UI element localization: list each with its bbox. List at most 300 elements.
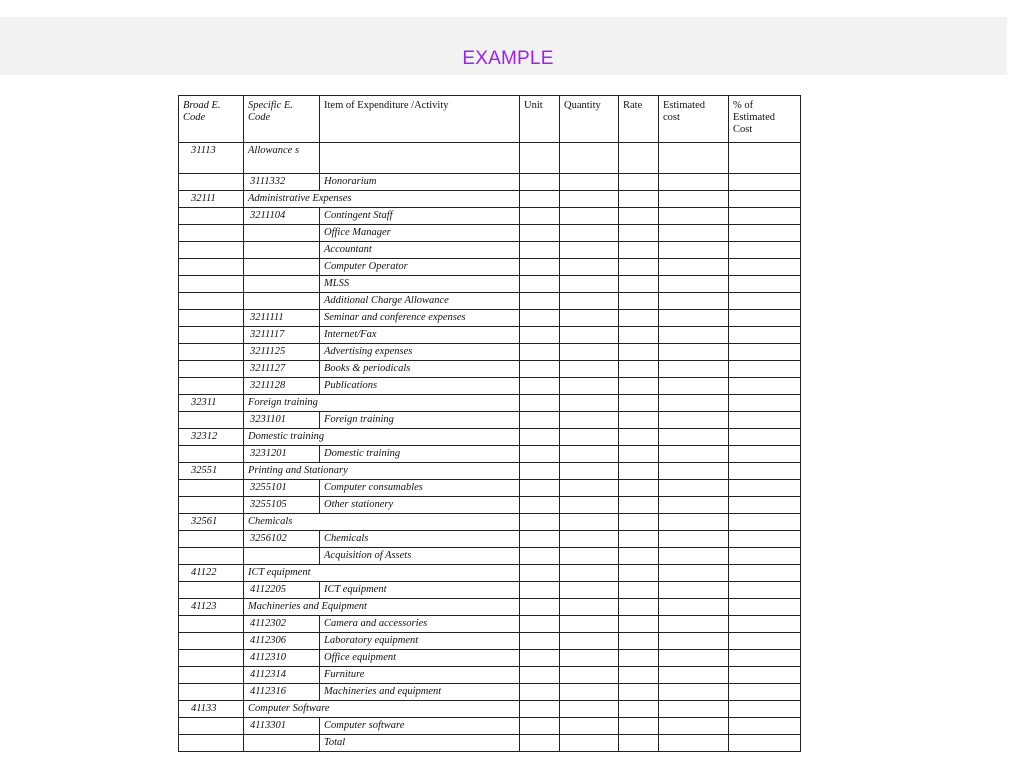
- cell-unit: [520, 480, 560, 497]
- cell-broad-code: [179, 276, 244, 293]
- cell-percent: [729, 174, 801, 191]
- cell-quantity: [560, 599, 619, 616]
- table-row: [179, 582, 801, 599]
- cell-estimated-cost: [659, 599, 729, 616]
- cell-item: Other stationery: [320, 497, 520, 514]
- cell-specific-code: Allowance s: [244, 143, 320, 174]
- cell-unit: [520, 565, 560, 582]
- cell-estimated-cost: [659, 582, 729, 599]
- cell-quantity: [560, 174, 619, 191]
- table-row: [179, 701, 801, 718]
- table-row: [179, 514, 801, 531]
- cell-specific-code: 3211127: [244, 361, 320, 378]
- cell-broad-code: [179, 446, 244, 463]
- cell-percent: [729, 446, 801, 463]
- cell-rate: [619, 531, 659, 548]
- cell-quantity: [560, 667, 619, 684]
- cell-broad-code: [179, 548, 244, 565]
- cell-estimated-cost: [659, 667, 729, 684]
- table-body: [179, 143, 801, 752]
- cell-rate: [619, 463, 659, 480]
- cell-specific-code: 3256102: [244, 531, 320, 548]
- cell-rate: [619, 259, 659, 276]
- cell-estimated-cost: [659, 293, 729, 310]
- cell-estimated-cost: [659, 395, 729, 412]
- cell-specific-code: Machineries and Equipment: [244, 599, 520, 616]
- cell-specific-code: [244, 242, 320, 259]
- cell-unit: [520, 446, 560, 463]
- cell-percent: [729, 310, 801, 327]
- cell-quantity: [560, 718, 619, 735]
- cell-percent: [729, 463, 801, 480]
- cell-specific-code: 3231201: [244, 446, 320, 463]
- cell-specific-code: [244, 293, 320, 310]
- table-row: [179, 361, 801, 378]
- cell-specific-code: 4112306: [244, 633, 320, 650]
- cell-specific-code: 3255105: [244, 497, 320, 514]
- cell-estimated-cost: [659, 497, 729, 514]
- cell-quantity: [560, 225, 619, 242]
- cell-rate: [619, 174, 659, 191]
- expenditure-sheet: [178, 95, 801, 752]
- cell-percent: [729, 276, 801, 293]
- cell-estimated-cost: [659, 684, 729, 701]
- header-percent: % of Estimated Cost: [729, 96, 801, 143]
- cell-unit: [520, 225, 560, 242]
- cell-quantity: [560, 276, 619, 293]
- cell-percent: [729, 548, 801, 565]
- table-row: [179, 143, 801, 174]
- cell-item: Contingent Staff: [320, 208, 520, 225]
- cell-estimated-cost: [659, 633, 729, 650]
- cell-broad-code: [179, 327, 244, 344]
- cell-item: Computer Operator: [320, 259, 520, 276]
- cell-item: Additional Charge Allowance: [320, 293, 520, 310]
- table-row: [179, 378, 801, 395]
- cell-rate: [619, 616, 659, 633]
- cell-quantity: [560, 463, 619, 480]
- cell-broad-code: [179, 208, 244, 225]
- cell-percent: [729, 667, 801, 684]
- cell-quantity: [560, 565, 619, 582]
- cell-rate: [619, 718, 659, 735]
- cell-estimated-cost: [659, 174, 729, 191]
- cell-rate: [619, 225, 659, 242]
- cell-specific-code: 4112205: [244, 582, 320, 599]
- cell-estimated-cost: [659, 327, 729, 344]
- table-row: [179, 225, 801, 242]
- cell-rate: [619, 242, 659, 259]
- cell-specific-code: 4112314: [244, 667, 320, 684]
- cell-item: Advertising expenses: [320, 344, 520, 361]
- cell-quantity: [560, 191, 619, 208]
- table-row: [179, 344, 801, 361]
- cell-specific-code: 4112316: [244, 684, 320, 701]
- cell-broad-code: [179, 480, 244, 497]
- cell-quantity: [560, 616, 619, 633]
- cell-unit: [520, 616, 560, 633]
- table-row: [179, 412, 801, 429]
- cell-quantity: [560, 582, 619, 599]
- cell-quantity: [560, 701, 619, 718]
- cell-percent: [729, 191, 801, 208]
- cell-item: Machineries and equipment: [320, 684, 520, 701]
- cell-item: Camera and accessories: [320, 616, 520, 633]
- cell-estimated-cost: [659, 650, 729, 667]
- table-row: [179, 395, 801, 412]
- cell-unit: [520, 208, 560, 225]
- cell-rate: [619, 633, 659, 650]
- cell-specific-code: Foreign training: [244, 395, 520, 412]
- cell-rate: [619, 565, 659, 582]
- cell-quantity: [560, 412, 619, 429]
- cell-percent: [729, 225, 801, 242]
- cell-item: ICT equipment: [320, 582, 520, 599]
- cell-broad-code: 41133: [179, 701, 244, 718]
- cell-estimated-cost: [659, 463, 729, 480]
- cell-specific-code: Computer Software: [244, 701, 520, 718]
- cell-item: Office equipment: [320, 650, 520, 667]
- cell-broad-code: [179, 684, 244, 701]
- header-item: Item of Expenditure /Activity: [320, 96, 520, 143]
- cell-item: Domestic training: [320, 446, 520, 463]
- cell-broad-code: [179, 344, 244, 361]
- cell-item: Seminar and conference expenses: [320, 310, 520, 327]
- table-row: [179, 497, 801, 514]
- cell-quantity: [560, 514, 619, 531]
- cell-estimated-cost: [659, 531, 729, 548]
- table-row: [179, 174, 801, 191]
- cell-unit: [520, 633, 560, 650]
- cell-specific-code: 3211104: [244, 208, 320, 225]
- cell-rate: [619, 361, 659, 378]
- table-row: [179, 208, 801, 225]
- cell-item: Accountant: [320, 242, 520, 259]
- table-row: [179, 463, 801, 480]
- cell-unit: [520, 667, 560, 684]
- cell-item: Office Manager: [320, 225, 520, 242]
- cell-unit: [520, 684, 560, 701]
- cell-broad-code: [179, 582, 244, 599]
- cell-percent: [729, 514, 801, 531]
- cell-specific-code: 3255101: [244, 480, 320, 497]
- cell-quantity: [560, 310, 619, 327]
- cell-estimated-cost: [659, 208, 729, 225]
- cell-unit: [520, 395, 560, 412]
- cell-percent: [729, 531, 801, 548]
- table-row: [179, 565, 801, 582]
- cell-quantity: [560, 143, 619, 174]
- cell-broad-code: [179, 718, 244, 735]
- cell-broad-code: [179, 225, 244, 242]
- cell-estimated-cost: [659, 616, 729, 633]
- cell-percent: [729, 412, 801, 429]
- cell-unit: [520, 412, 560, 429]
- cell-item: Internet/Fax: [320, 327, 520, 344]
- cell-rate: [619, 497, 659, 514]
- cell-specific-code: 4112302: [244, 616, 320, 633]
- cell-rate: [619, 293, 659, 310]
- cell-rate: [619, 344, 659, 361]
- cell-percent: [729, 327, 801, 344]
- cell-unit: [520, 259, 560, 276]
- cell-unit: [520, 497, 560, 514]
- cell-percent: [729, 259, 801, 276]
- cell-item: Chemicals: [320, 531, 520, 548]
- cell-quantity: [560, 259, 619, 276]
- cell-quantity: [560, 361, 619, 378]
- table-row: [179, 548, 801, 565]
- table-row: [179, 429, 801, 446]
- cell-broad-code: 41122: [179, 565, 244, 582]
- table-row: [179, 684, 801, 701]
- table-row: [179, 242, 801, 259]
- cell-percent: [729, 633, 801, 650]
- cell-percent: [729, 344, 801, 361]
- cell-quantity: [560, 208, 619, 225]
- cell-estimated-cost: [659, 701, 729, 718]
- cell-estimated-cost: [659, 514, 729, 531]
- cell-quantity: [560, 497, 619, 514]
- cell-broad-code: [179, 361, 244, 378]
- cell-rate: [619, 276, 659, 293]
- cell-percent: [729, 242, 801, 259]
- cell-rate: [619, 327, 659, 344]
- cell-rate: [619, 548, 659, 565]
- table-row: [179, 293, 801, 310]
- cell-unit: [520, 514, 560, 531]
- cell-unit: [520, 143, 560, 174]
- cell-unit: [520, 599, 560, 616]
- cell-rate: [619, 143, 659, 174]
- cell-specific-code: [244, 225, 320, 242]
- cell-unit: [520, 361, 560, 378]
- table-row: [179, 718, 801, 735]
- cell-rate: [619, 599, 659, 616]
- cell-unit: [520, 463, 560, 480]
- cell-specific-code: 3231101: [244, 412, 320, 429]
- cell-quantity: [560, 446, 619, 463]
- table-row: [179, 310, 801, 327]
- cell-percent: [729, 582, 801, 599]
- cell-unit: [520, 276, 560, 293]
- cell-item: Honorarium: [320, 174, 520, 191]
- header-rate: Rate: [619, 96, 659, 143]
- table-row: [179, 327, 801, 344]
- cell-broad-code: [179, 531, 244, 548]
- cell-item: MLSS: [320, 276, 520, 293]
- cell-quantity: [560, 378, 619, 395]
- header-quantity: Quantity: [560, 96, 619, 143]
- cell-specific-code: 4113301: [244, 718, 320, 735]
- table-row: [179, 531, 801, 548]
- cell-specific-code: Chemicals: [244, 514, 520, 531]
- cell-percent: [729, 735, 801, 752]
- cell-unit: [520, 327, 560, 344]
- cell-estimated-cost: [659, 361, 729, 378]
- cell-percent: [729, 701, 801, 718]
- table-row: [179, 735, 801, 752]
- header-specific-code: Specific E. Code: [244, 96, 320, 143]
- cell-broad-code: [179, 259, 244, 276]
- cell-quantity: [560, 650, 619, 667]
- cell-rate: [619, 667, 659, 684]
- cell-specific-code: 3211125: [244, 344, 320, 361]
- cell-percent: [729, 565, 801, 582]
- cell-quantity: [560, 344, 619, 361]
- cell-specific-code: Printing and Stationary: [244, 463, 520, 480]
- cell-quantity: [560, 327, 619, 344]
- cell-percent: [729, 480, 801, 497]
- cell-item: Furniture: [320, 667, 520, 684]
- cell-percent: [729, 143, 801, 174]
- table-row: [179, 276, 801, 293]
- cell-rate: [619, 684, 659, 701]
- cell-broad-code: [179, 633, 244, 650]
- table-row: [179, 667, 801, 684]
- cell-broad-code: 32312: [179, 429, 244, 446]
- cell-rate: [619, 650, 659, 667]
- cell-percent: [729, 429, 801, 446]
- cell-percent: [729, 650, 801, 667]
- cell-rate: [619, 310, 659, 327]
- cell-quantity: [560, 548, 619, 565]
- cell-estimated-cost: [659, 548, 729, 565]
- cell-item: Laboratory equipment: [320, 633, 520, 650]
- cell-estimated-cost: [659, 480, 729, 497]
- cell-broad-code: 41123: [179, 599, 244, 616]
- cell-rate: [619, 735, 659, 752]
- table-row: [179, 259, 801, 276]
- cell-estimated-cost: [659, 429, 729, 446]
- cell-item: Books & periodicals: [320, 361, 520, 378]
- cell-broad-code: [179, 616, 244, 633]
- cell-item: [320, 143, 520, 174]
- cell-unit: [520, 582, 560, 599]
- cell-specific-code: [244, 276, 320, 293]
- cell-specific-code: [244, 735, 320, 752]
- cell-quantity: [560, 633, 619, 650]
- cell-unit: [520, 344, 560, 361]
- cell-percent: [729, 616, 801, 633]
- cell-broad-code: [179, 412, 244, 429]
- cell-estimated-cost: [659, 225, 729, 242]
- cell-rate: [619, 412, 659, 429]
- cell-unit: [520, 378, 560, 395]
- cell-broad-code: [179, 650, 244, 667]
- cell-percent: [729, 208, 801, 225]
- cell-broad-code: [179, 242, 244, 259]
- cell-quantity: [560, 293, 619, 310]
- cell-specific-code: [244, 259, 320, 276]
- cell-specific-code: 3211117: [244, 327, 320, 344]
- cell-unit: [520, 174, 560, 191]
- cell-estimated-cost: [659, 344, 729, 361]
- cell-item: Foreign training: [320, 412, 520, 429]
- cell-estimated-cost: [659, 718, 729, 735]
- cell-specific-code: 3111332: [244, 174, 320, 191]
- cell-estimated-cost: [659, 259, 729, 276]
- cell-rate: [619, 480, 659, 497]
- cell-percent: [729, 497, 801, 514]
- cell-broad-code: 32561: [179, 514, 244, 531]
- table-row: [179, 650, 801, 667]
- cell-percent: [729, 718, 801, 735]
- cell-item: Publications: [320, 378, 520, 395]
- cell-estimated-cost: [659, 378, 729, 395]
- cell-item: Acquisition of Assets: [320, 548, 520, 565]
- cell-percent: [729, 378, 801, 395]
- header-row: [179, 96, 801, 143]
- table-row: [179, 191, 801, 208]
- cell-specific-code: 4112310: [244, 650, 320, 667]
- cell-estimated-cost: [659, 565, 729, 582]
- cell-rate: [619, 429, 659, 446]
- cell-specific-code: 3211128: [244, 378, 320, 395]
- cell-rate: [619, 378, 659, 395]
- cell-broad-code: [179, 174, 244, 191]
- cell-estimated-cost: [659, 735, 729, 752]
- slide-title: EXAMPLE: [462, 48, 554, 69]
- cell-unit: [520, 191, 560, 208]
- cell-rate: [619, 208, 659, 225]
- cell-specific-code: [244, 548, 320, 565]
- cell-percent: [729, 395, 801, 412]
- cell-percent: [729, 361, 801, 378]
- cell-quantity: [560, 480, 619, 497]
- cell-broad-code: 32551: [179, 463, 244, 480]
- cell-broad-code: 31113: [179, 143, 244, 174]
- cell-specific-code: 3211111: [244, 310, 320, 327]
- expenditure-table: [178, 95, 801, 752]
- cell-specific-code: Administrative Expenses: [244, 191, 520, 208]
- cell-specific-code: ICT equipment: [244, 565, 520, 582]
- cell-unit: [520, 429, 560, 446]
- table-row: [179, 480, 801, 497]
- cell-broad-code: 32311: [179, 395, 244, 412]
- cell-unit: [520, 650, 560, 667]
- cell-unit: [520, 531, 560, 548]
- cell-percent: [729, 599, 801, 616]
- cell-quantity: [560, 242, 619, 259]
- cell-unit: [520, 293, 560, 310]
- cell-broad-code: [179, 378, 244, 395]
- cell-broad-code: [179, 497, 244, 514]
- cell-estimated-cost: [659, 242, 729, 259]
- cell-quantity: [560, 684, 619, 701]
- cell-unit: [520, 718, 560, 735]
- cell-estimated-cost: [659, 276, 729, 293]
- cell-broad-code: 32111: [179, 191, 244, 208]
- cell-unit: [520, 735, 560, 752]
- cell-rate: [619, 701, 659, 718]
- cell-rate: [619, 446, 659, 463]
- cell-estimated-cost: [659, 310, 729, 327]
- cell-percent: [729, 293, 801, 310]
- cell-broad-code: [179, 667, 244, 684]
- header-unit: Unit: [520, 96, 560, 143]
- cell-unit: [520, 242, 560, 259]
- cell-quantity: [560, 395, 619, 412]
- cell-unit: [520, 701, 560, 718]
- table-row: [179, 599, 801, 616]
- cell-estimated-cost: [659, 446, 729, 463]
- cell-rate: [619, 395, 659, 412]
- cell-item: Total: [320, 735, 520, 752]
- table-row: [179, 616, 801, 633]
- cell-estimated-cost: [659, 412, 729, 429]
- cell-percent: [729, 684, 801, 701]
